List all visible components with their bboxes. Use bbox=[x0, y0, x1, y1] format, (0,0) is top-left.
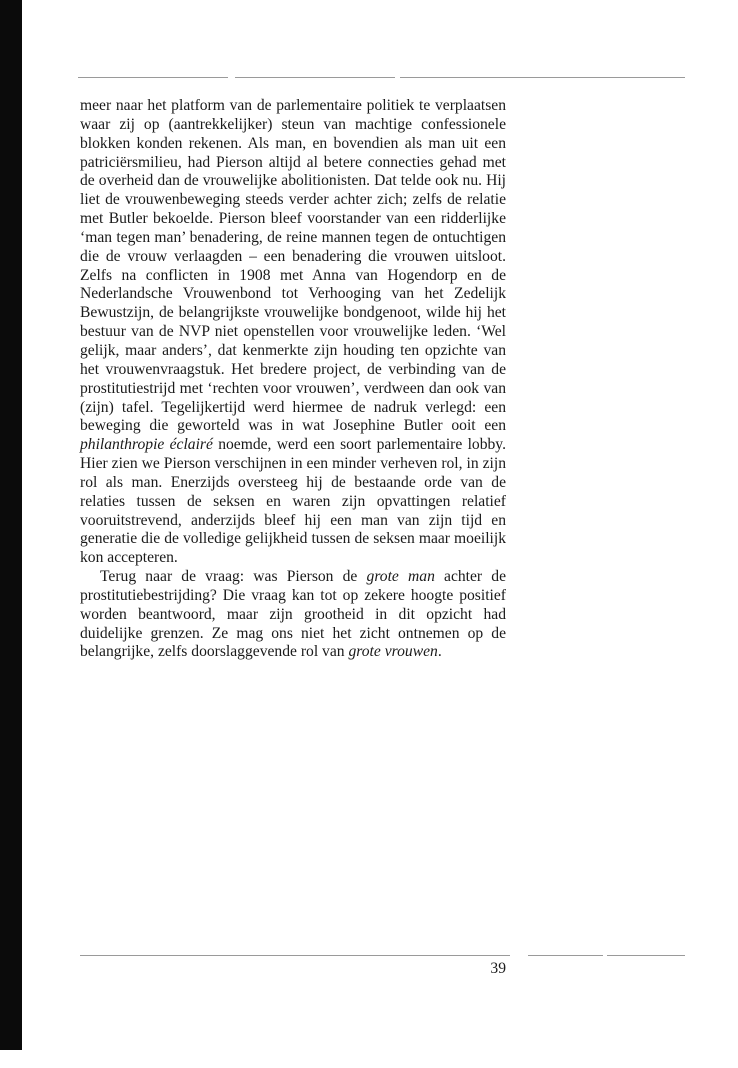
header-rule-middle bbox=[235, 77, 395, 78]
paragraph-1-emphasis-philanthropie: philanthropie éclairé bbox=[80, 436, 213, 454]
header-rule-right bbox=[400, 77, 685, 78]
paragraph-2-part-1: Terug naar de vraag: was Pierson de bbox=[100, 568, 367, 586]
page-number: 39 bbox=[490, 960, 506, 977]
paragraph-2-part-3: . bbox=[437, 643, 442, 661]
paragraph-1-part-2: noemde, werd een soort parlementaire lobby. Hier zien we Pierson verschijnen in een minder verheven rol, in zijn rol als man. Enerzijds oversteeg hij de bestaande orde van de relaties tussen de seksen en waren zijn opvattingen relatief vooruitstrevend, anderzijds bleef hij een man van zijn tijd en generatie die de volledige gelijkheid tussen de seksen maar moeilijk kon accepteren. bbox=[80, 436, 506, 567]
paragraph-2-part-2: achter de prostitutiebestrijding? Die vraag kan tot op zekere hoogte positief worden beantwoord, maar zijn grootheid in dit opzicht had duidelijke grenzen. Ze mag ons niet het zicht ontnemen op de belangrijke, zelfs doorslaggevende rol van bbox=[80, 568, 506, 661]
body-text bbox=[80, 97, 506, 662]
paragraph-2 bbox=[80, 568, 506, 662]
footer-rule-left bbox=[80, 955, 510, 956]
paragraph-1 bbox=[80, 97, 506, 568]
paragraph-2-emphasis-grote-vrouwen: grote vrouwen bbox=[348, 643, 438, 661]
footer-rule-right bbox=[607, 955, 685, 956]
paragraph-2-emphasis-grote-man: grote man bbox=[366, 568, 435, 586]
header-rule-left bbox=[78, 77, 228, 78]
footer-rule-middle bbox=[528, 955, 603, 956]
scan-edge-strip bbox=[0, 0, 22, 1050]
paragraph-1-part-1: meer naar het platform van de parlementaire politiek te verplaatsen waar zij op (aantrekkelijker) steun van machtige confessionele blokken konden rekenen. Als man, en bovendien als man uit een patriciërsmilieu, had Pierson altijd al betere connecties gehad met de overheid dan de vrouwelijke abolitionisten. Dat telde ook nu. Hij liet de vrouwenbeweging steeds verder achter zich; zelfs de relatie met Butler bekoelde. Pierson bleef voorstander van een ridderlijke ‘man tegen man’ benadering, de reine mannen tegen de ontuchtigen die de vrouw verlaagden – een benadering die vrouwen uitsloot. Zelfs na conflicten in 1908 met Anna van Hogendorp en de Nederlandsche Vrouwenbond tot Verhooging van het Zedelijk Bewustzijn, de belangrijkste vrouwelijke bondgenoot, wilde hij het bestuur van de NVP niet openstellen voor vrouwelijke leden. ‘Wel gelijk, maar anders’, dat kenmerkte zijn houding ten opzichte van het vrouwenvraagstuk. Het bredere project, de verbinding van de prostitutiestrijd met ‘rechten voor vrouwen’, verdween dan ook van (zijn) tafel. Tegelijkertijd werd hiermee de nadruk verlegd: een beweging die geworteld was in wat Josephine Butler ooit een bbox=[80, 97, 506, 435]
